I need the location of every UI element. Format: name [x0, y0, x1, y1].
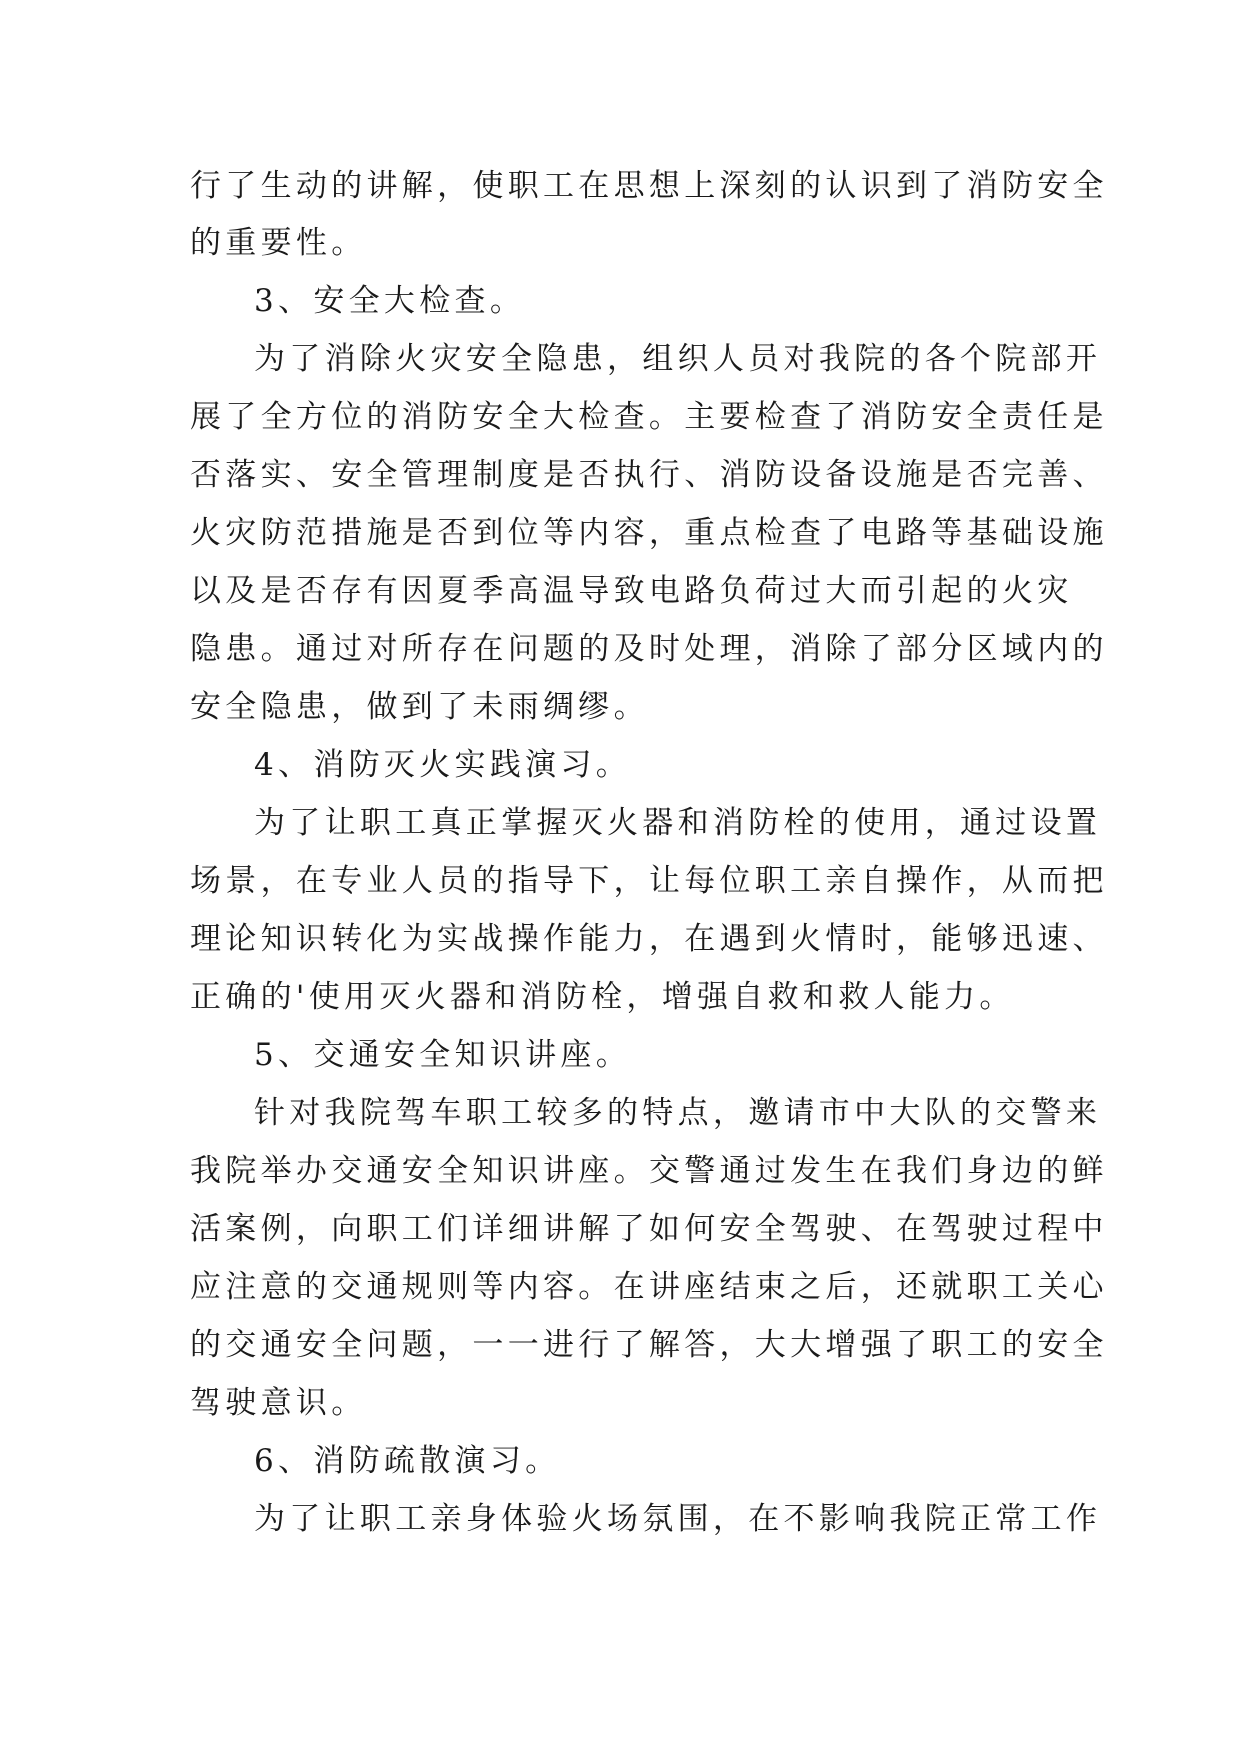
text-line: 以及是否存有因夏季高温导致电路负荷过大而引起的火灾 [190, 573, 1073, 609]
text-line: 展了全方位的消防安全大检查。主要检查了消防安全责任是 [190, 399, 1108, 435]
text-line: 应注意的交通规则等内容。在讲座结束之后，还就职工关心 [190, 1269, 1108, 1305]
text-line: 的交通安全问题，一一进行了解答，大大增强了职工的安全 [190, 1327, 1108, 1363]
text-line: 场景，在专业人员的指导下，让每位职工亲自操作，从而把 [190, 863, 1108, 899]
section-heading: 4、消防灭火实践演习。 [254, 747, 632, 783]
text-line: 安全隐患，做到了未雨绸缪。 [190, 689, 649, 725]
text-line: 否落实、安全管理制度是否执行、消防设备设施是否完善、 [190, 457, 1108, 493]
text-line: 隐患。通过对所存在问题的及时处理，消除了部分区域内的 [190, 631, 1108, 667]
text-line: 活案例，向职工们详细讲解了如何安全驾驶、在驾驶过程中 [190, 1211, 1108, 1247]
text-line: 行了生动的讲解，使职工在思想上深刻的认识到了消防安全 [190, 168, 1108, 204]
text-line: 为了消除火灾安全隐患，组织人员对我院的各个院部开 [254, 341, 1102, 377]
text-line: 的重要性。 [190, 225, 367, 261]
text-line: 针对我院驾车职工较多的特点，邀请市中大队的交警来 [254, 1095, 1102, 1131]
section-heading: 5、交通安全知识讲座。 [254, 1037, 632, 1073]
text-line: 火灾防范措施是否到位等内容，重点检查了电路等基础设施 [190, 515, 1108, 551]
text-line: 我院举办交通安全知识讲座。交警通过发生在我们身边的鲜 [190, 1153, 1108, 1189]
text-line: 为了让职工真正掌握灭火器和消防栓的使用，通过设置 [254, 805, 1102, 841]
text-line: 驾驶意识。 [190, 1385, 367, 1421]
section-heading: 3、安全大检查。 [254, 283, 526, 319]
text-line: 为了让职工亲身体验火场氛围，在不影响我院正常工作 [254, 1501, 1102, 1537]
section-heading: 6、消防疏散演习。 [254, 1443, 561, 1479]
text-line: 理论知识转化为实战操作能力，在遇到火情时，能够迅速、 [190, 921, 1108, 957]
text-line: 正确的'使用灭火器和消防栓，增强自救和救人能力。 [190, 979, 1015, 1015]
